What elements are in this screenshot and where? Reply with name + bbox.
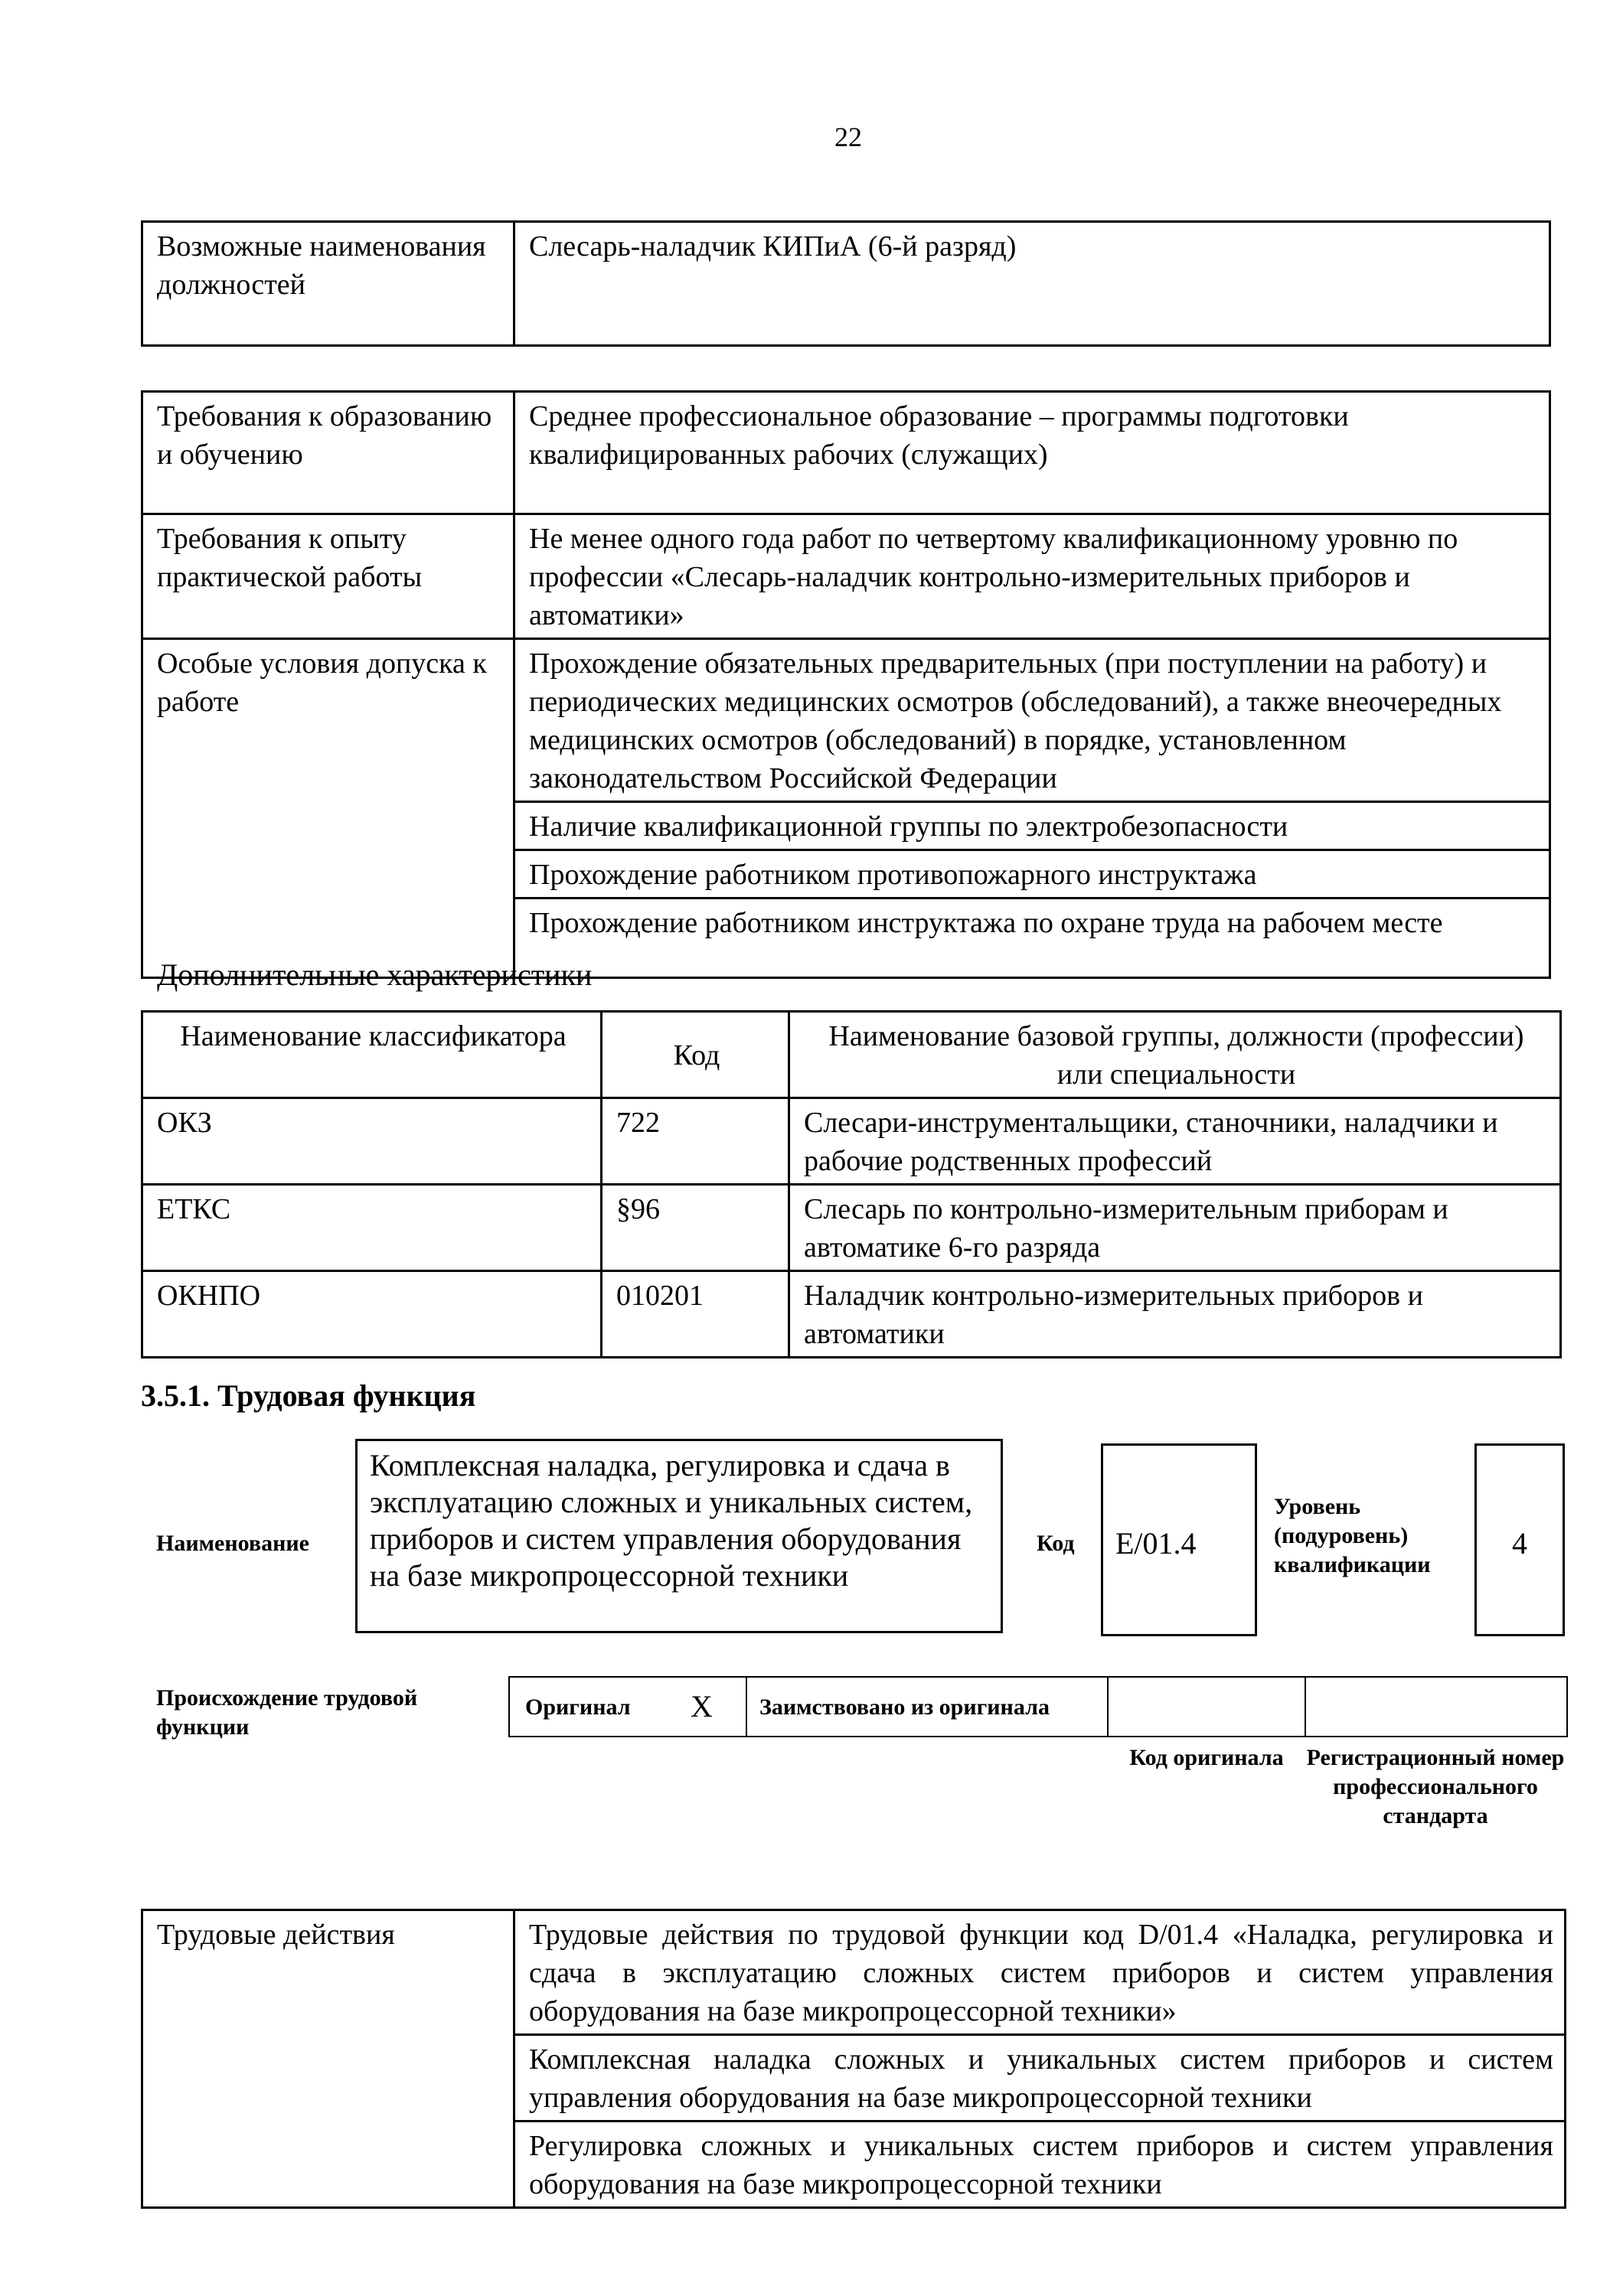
classifier-table: [141, 1010, 1562, 1358]
experience-value: Не менее одного года работ по четвертому квалификационному уровню по профессии «Слесарь-наладчик контрольно-измерительных приборов и автоматики»: [514, 514, 1550, 639]
labour-actions-label: Трудовые действия: [142, 1910, 514, 2208]
borrowed-label: Заимствовано из оригинала: [759, 1694, 1050, 1720]
classifier-name: ОКНПО: [142, 1271, 602, 1358]
education-label: Требования к образованию и обучению: [142, 392, 514, 514]
origin-box: [508, 1676, 1568, 1737]
function-code-label: Код: [1037, 1531, 1075, 1556]
positions-value: Слесарь-наладчик КИПиА (6-й разряд): [514, 222, 1550, 346]
header-code: Код: [602, 1012, 789, 1098]
header-classifier: Наименование классификатора: [142, 1012, 602, 1098]
education-value: Среднее профессиональное образование – программы подготовки квалифицированных рабочих (служащих): [514, 392, 1550, 514]
classifier-name: ЕТКС: [142, 1185, 602, 1271]
special-condition-item: Наличие квалификационной группы по электробезопасности: [514, 802, 1550, 850]
special-condition-item: Прохождение работником инструктажа по охране труда на рабочем месте: [514, 899, 1550, 978]
experience-label: Требования к опыту практической работы: [142, 514, 514, 639]
special-condition-item: Прохождение работником противопожарного инструктажа: [514, 850, 1550, 899]
original-code-label: Код оригинала: [1129, 1745, 1284, 1770]
original-mark: X: [691, 1689, 713, 1724]
labour-action-item: Комплексная наладка сложных и уникальных систем приборов и систем управления оборудования на базе микропроцессорной техники: [514, 2035, 1566, 2122]
additional-characteristics-title: Дополнительные характеристики: [157, 957, 593, 992]
positions-label: Возможные наименования должностей: [142, 222, 514, 346]
classifier-code: 010201: [602, 1271, 789, 1358]
divider: [1305, 1678, 1306, 1736]
page-number: 22: [834, 122, 862, 152]
header-base-group: Наименование базовой группы, должности (профессии) или специальности: [789, 1012, 1561, 1098]
classifier-description: Слесарь по контрольно-измерительным приборам и автоматике 6-го разряда: [789, 1185, 1561, 1271]
special-conditions-label: Особые условия допуска к работе: [142, 639, 514, 978]
classifier-code: §96: [602, 1185, 789, 1271]
function-code: E/01.4: [1101, 1443, 1257, 1636]
labour-action-item: Трудовые действия по трудовой функции код D/01.4 «Наладка, регулировка и сдача в эксплуатацию сложных систем приборов и систем управления оборудования на базе микропроцессорной техники»: [514, 1910, 1566, 2035]
special-condition-item: Прохождение обязательных предварительных (при поступлении на работу) и периодических медицинских осмотров (обследований), а также внеочередных медицинских осмотров (обследований) в порядке, установленном законодательством Российской Федерации: [514, 639, 1550, 802]
positions-table: [141, 220, 1551, 347]
original-label: Оригинал: [525, 1694, 631, 1720]
classifier-code: 722: [602, 1098, 789, 1185]
labour-action-item: Регулировка сложных и уникальных систем приборов и систем управления оборудования на базе микропроцессорной техники: [514, 2122, 1566, 2208]
qualification-level: 4: [1474, 1443, 1565, 1636]
divider: [1107, 1678, 1109, 1736]
labour-actions-table: [141, 1909, 1566, 2209]
function-name-label: Наименование: [156, 1531, 309, 1556]
section-title: 3.5.1. Трудовая функция: [141, 1378, 476, 1413]
classifier-name: ОКЗ: [142, 1098, 602, 1185]
qualification-level-label: Уровень (подуровень) квалификации: [1274, 1494, 1431, 1577]
divider: [746, 1678, 747, 1736]
registration-number-label: Регистрационный номер профессионального стандарта: [1306, 1745, 1565, 1828]
requirements-table: [141, 390, 1551, 979]
origin-label: Происхождение трудовой функции: [156, 1685, 418, 1740]
classifier-description: Наладчик контрольно-измерительных приборов и автоматики: [789, 1271, 1561, 1358]
function-name: Комплексная наладка, регулировка и сдача в эксплуатацию сложных и уникальных систем, приборов и систем управления оборудования на базе микропроцессорной техники: [355, 1439, 1003, 1633]
classifier-description: Слесари-инструментальщики, станочники, наладчики и рабочие родственных профессий: [789, 1098, 1561, 1185]
